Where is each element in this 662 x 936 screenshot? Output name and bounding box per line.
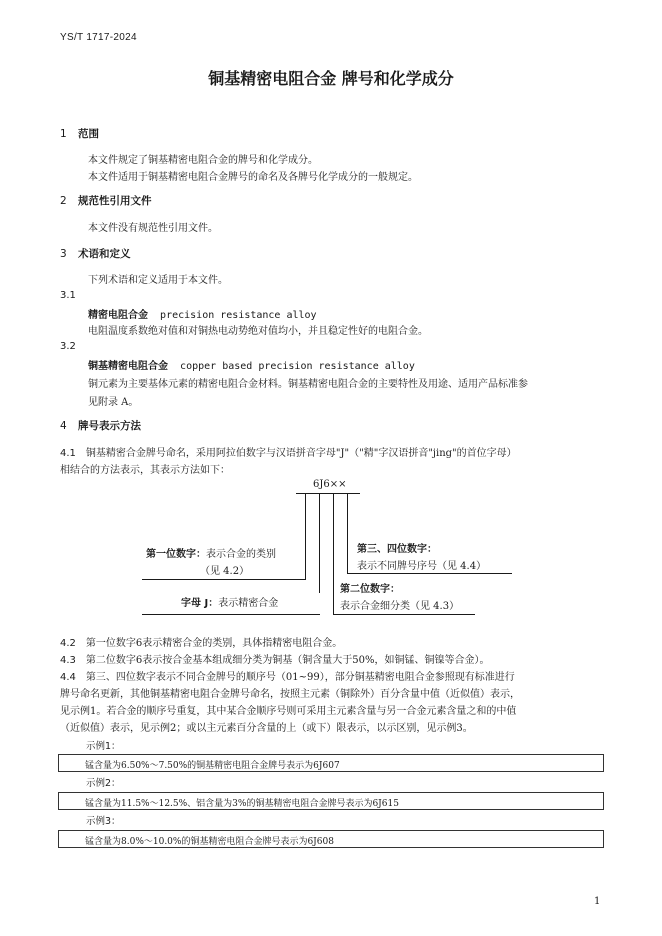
section-4-number: 4 — [60, 420, 67, 432]
section-1-para-1: 本文件规定了铜基精密电阻合金的牌号和化学成分。 — [88, 155, 318, 166]
clause-4-1-line-1 — [60, 444, 517, 459]
section-1-title: 范围 — [78, 128, 99, 140]
section-1-number: 1 — [60, 128, 67, 140]
section-4-title: 牌号表示方法 — [78, 420, 141, 432]
clause-4-4-number: 4.4 — [60, 672, 76, 683]
connector-second-digit — [333, 493, 334, 593]
third-fourth-digit-label — [357, 540, 437, 555]
clause-4-4-line-4: （近似值）表示，见示例2；或以主元素百分含量的上（或下）限表示，以示区别，见示例3。 — [60, 723, 473, 734]
connector-letter-j — [319, 493, 320, 593]
example-3-label: 示例3： — [86, 816, 121, 827]
first-digit-desc: 表示合金的类别 — [206, 549, 276, 560]
letter-j-bold: 字母 J： — [181, 598, 219, 609]
grade-code-example: 6J6×× — [313, 479, 347, 490]
term-3-1 — [88, 306, 317, 321]
section-3-heading — [60, 246, 131, 261]
example-2-label: 示例2： — [86, 778, 121, 789]
term-3-2-number: 3.2 — [60, 341, 76, 352]
leader-letter-j — [142, 614, 320, 615]
connector-second-digit-lower — [333, 593, 334, 614]
section-3-title: 术语和定义 — [78, 248, 131, 260]
section-2-heading — [60, 193, 152, 208]
clause-4-2-text: 第一位数字6表示精密合金的类别，具体指精密电阻合金。 — [85, 638, 343, 649]
first-digit-bold: 第一位数字： — [146, 549, 206, 560]
clause-4-3 — [60, 651, 490, 666]
clause-4-1-number: 4.1 — [60, 448, 76, 459]
section-3-para-1: 下列术语和定义适用于本文件。 — [88, 275, 228, 286]
standard-number: YS/T 1717-2024 — [60, 32, 137, 43]
section-1-para-2: 本文件适用于铜基精密电阻合金牌号的命名及各牌号化学成分的一般规定。 — [88, 172, 418, 183]
leader-second-digit — [333, 614, 475, 615]
term-3-2-en: copper based precision resistance alloy — [180, 361, 415, 372]
clause-4-4-text-1: 第三、四位数字表示不同合金牌号的顺序号（01~99），部分铜基精密电阻合金参照现有标准进行 — [85, 672, 515, 683]
term-3-1-cn: 精密电阻合金 — [88, 310, 148, 321]
section-2-para-1: 本文件没有规范性引用文件。 — [88, 223, 218, 234]
clause-4-4-line-1 — [60, 668, 515, 683]
example-3-text: 锰含量为8.0%～10.0%的铜基精密电阻合金牌号表示为6J608 — [85, 837, 334, 847]
clause-4-1-line-2: 相结合的方法表示，其表示方法如下： — [60, 465, 230, 476]
clause-4-2 — [60, 634, 342, 649]
page-number: 1 — [594, 896, 601, 907]
first-digit-label — [146, 545, 276, 560]
clause-4-4-line-2: 牌号命名更新，其他铜基精密电阻合金牌号命名，按照主元素（铜除外）百分含量中值（近似值）表示， — [60, 689, 520, 700]
leader-first-digit — [142, 579, 306, 580]
section-3-number: 3 — [60, 248, 67, 260]
example-1-box — [58, 754, 604, 772]
second-digit-label — [340, 580, 400, 595]
leader-third-fourth-digit — [347, 573, 512, 574]
term-3-1-definition: 电阻温度系数绝对值和对铜热电动势绝对值均小，并且稳定性好的电阻合金。 — [88, 326, 428, 337]
clause-4-2-number: 4.2 — [60, 638, 76, 649]
connector-first-digit — [305, 493, 306, 579]
example-2-box — [58, 792, 604, 810]
clause-4-1-text-1: 铜基精密合金牌号命名，采用阿拉伯数字与汉语拼音字母"J"（"精"字汉语拼音"jing"的首位字母） — [85, 448, 517, 459]
letter-j-label — [181, 594, 278, 609]
connector-third-fourth-digit — [347, 493, 348, 573]
third-fourth-digit-desc: 表示不同牌号序号（见 4.4） — [357, 561, 487, 572]
term-3-2-cn: 铜基精密电阻合金 — [88, 361, 168, 372]
example-1-text: 锰含量为6.50%～7.50%的铜基精密电阻合金牌号表示为6J607 — [85, 761, 340, 771]
term-3-1-number: 3.1 — [60, 290, 76, 301]
document-title: 铜基精密电阻合金 牌号和化学成分 — [208, 69, 454, 88]
term-3-2-definition-line-1: 铜元素为主要基体元素的精密电阻合金材料。铜基精密电阻合金的主要特性及用途、适用产品标准参 — [88, 379, 528, 390]
section-2-number: 2 — [60, 195, 67, 207]
term-3-1-en: precision resistance alloy — [160, 310, 317, 321]
section-4-heading — [60, 418, 141, 433]
example-1-label: 示例1： — [86, 741, 121, 752]
first-digit-ref: （见 4.2） — [200, 566, 250, 577]
clause-4-3-text: 第二位数字6表示按合金基本组成细分类为铜基（铜含量大于50%，如铜锰、铜镍等合金）。 — [85, 655, 490, 666]
section-2-title: 规范性引用文件 — [78, 195, 152, 207]
clause-4-3-number: 4.3 — [60, 655, 76, 666]
third-fourth-digit-bold: 第三、四位数字： — [357, 544, 437, 555]
term-3-2-definition-line-2: 见附录 A。 — [88, 397, 139, 408]
second-digit-bold: 第二位数字： — [340, 584, 400, 595]
example-3-box — [58, 830, 604, 848]
example-2-text: 锰含量为11.5%～12.5%、铝含量为3%的铜基精密电阻合金牌号表示为6J615 — [85, 799, 399, 809]
letter-j-desc: 表示精密合金 — [218, 598, 279, 609]
second-digit-desc: 表示合金细分类（见 4.3） — [340, 601, 460, 612]
section-1-heading — [60, 126, 99, 141]
clause-4-4-line-3: 见示例1。若合金的顺序号重复，其中某合金顺序号则可采用主元素含量与另一合金元素含量之和的中值 — [60, 706, 517, 717]
term-3-2 — [88, 357, 415, 372]
